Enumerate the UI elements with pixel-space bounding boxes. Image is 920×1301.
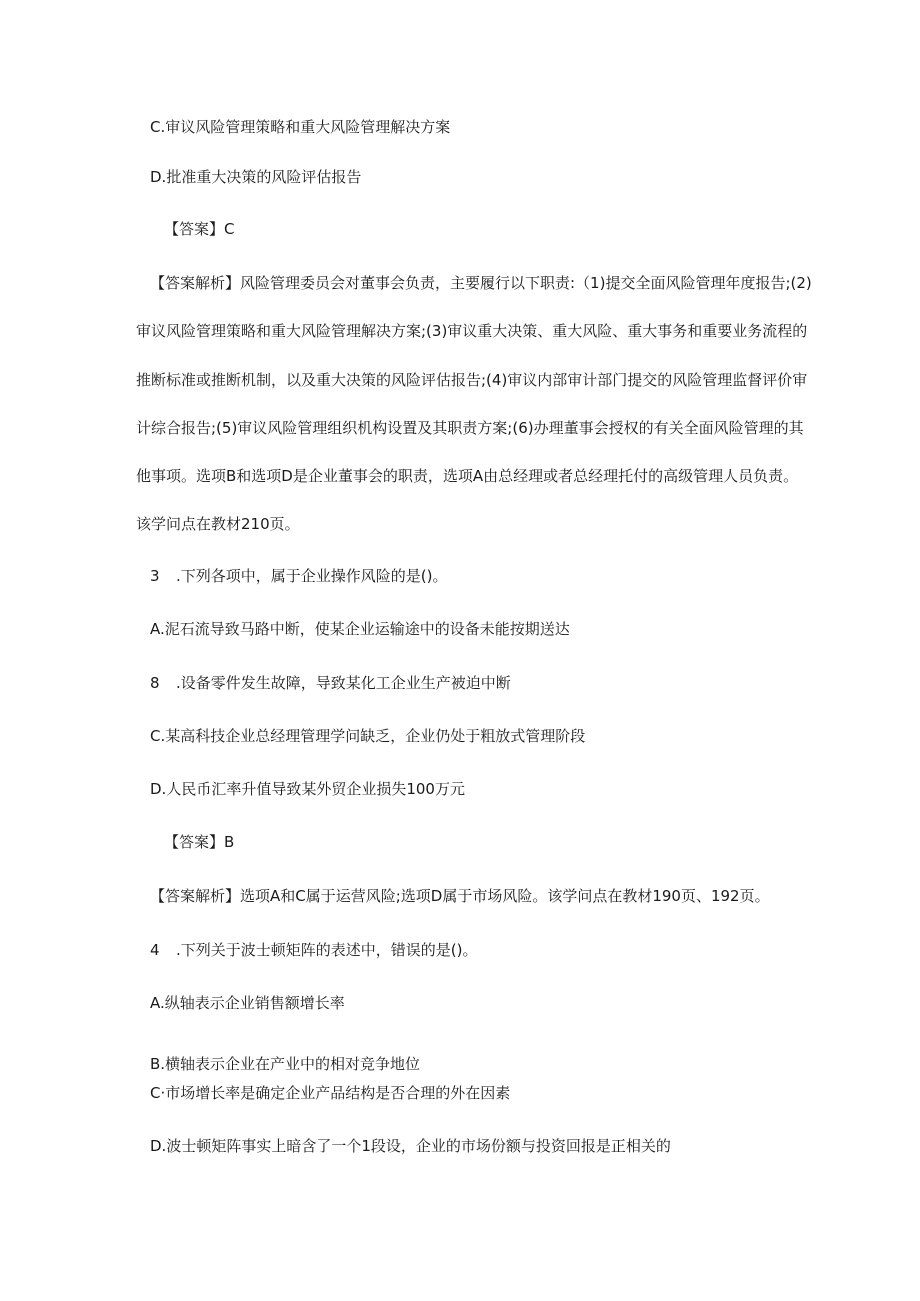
analysis-line: 他事项。选项B和选项D是企业董事会的职责，选项A由总经理或者总经理托付的高级管理人员负责。 <box>136 467 799 485</box>
q4-option-b: B.横轴表示企业在产业中的相对竞争地位 <box>150 1055 421 1073</box>
q4-stem <box>150 940 477 960</box>
analysis-line: 推断标准或推断机制，以及重大决策的风险评估报告;(4)审议内部审计部门提交的风险管理监督评价审 <box>136 371 808 389</box>
analysis-line: 【答案解析】风险管理委员会对董事会负责，主要履行以下职责:（1)提交全面风险管理年度报告;(2) <box>150 274 812 292</box>
q3-analysis: 【答案解析】选项A和C属于运营风险;选项D属于市场风险。该学问点在教材190页、192页。 <box>150 887 770 905</box>
q3-option-b <box>150 673 511 693</box>
q4-stem-text: .下列关于波士顿矩阵的表述中，错误的是()。 <box>176 941 478 959</box>
q4-option-d: D.波士顿矩阵事实上暗含了一个1段设，企业的市场份额与投资回报是正相关的 <box>150 1137 671 1155</box>
q3-option-b-number: 8 <box>150 674 160 692</box>
q3-number: 3 <box>150 567 160 585</box>
q4-option-a: A.纵轴表示企业销售额增长率 <box>150 994 345 1012</box>
q2-option-d: D.批准重大决策的风险评估报告 <box>150 168 362 186</box>
q2-option-c: C.审议风险管理策略和重大风险管理解决方案 <box>150 118 451 136</box>
q3-option-c: C.某高科技企业总经理管理学问缺乏，企业仍处于粗放式管理阶段 <box>150 727 586 745</box>
q3-stem-text: .下列各项中，属于企业操作风险的是()。 <box>176 567 448 585</box>
q3-answer: 【答案】B <box>164 833 235 851</box>
q3-option-a: A.泥石流导致马路中断，使某企业运输途中的设备未能按期送达 <box>150 620 570 638</box>
q3-option-b-text: .设备零件发生故障，导致某化工企业生产被迫中断 <box>176 674 511 692</box>
q3-stem <box>150 566 447 586</box>
q3-option-d: D.人民币汇率升值导致某外贸企业损失100万元 <box>150 780 465 798</box>
analysis-line: 该学问点在教材210页。 <box>136 515 300 533</box>
analysis-line: 计综合报告;(5)审议风险管理组织机构设置及其职责方案;(6)办理董事会授权的有关全面风险管理的其 <box>136 419 804 437</box>
analysis-line: 审议风险管理策略和重大风险管理解决方案;(3)审议重大决策、重大风险、重大事务和重要业务流程的 <box>136 322 808 340</box>
q2-answer: 【答案】C <box>164 220 235 238</box>
q4-number: 4 <box>150 941 160 959</box>
q4-option-c: C·市场增长率是确定企业产品结构是否合理的外在因素 <box>150 1084 511 1102</box>
